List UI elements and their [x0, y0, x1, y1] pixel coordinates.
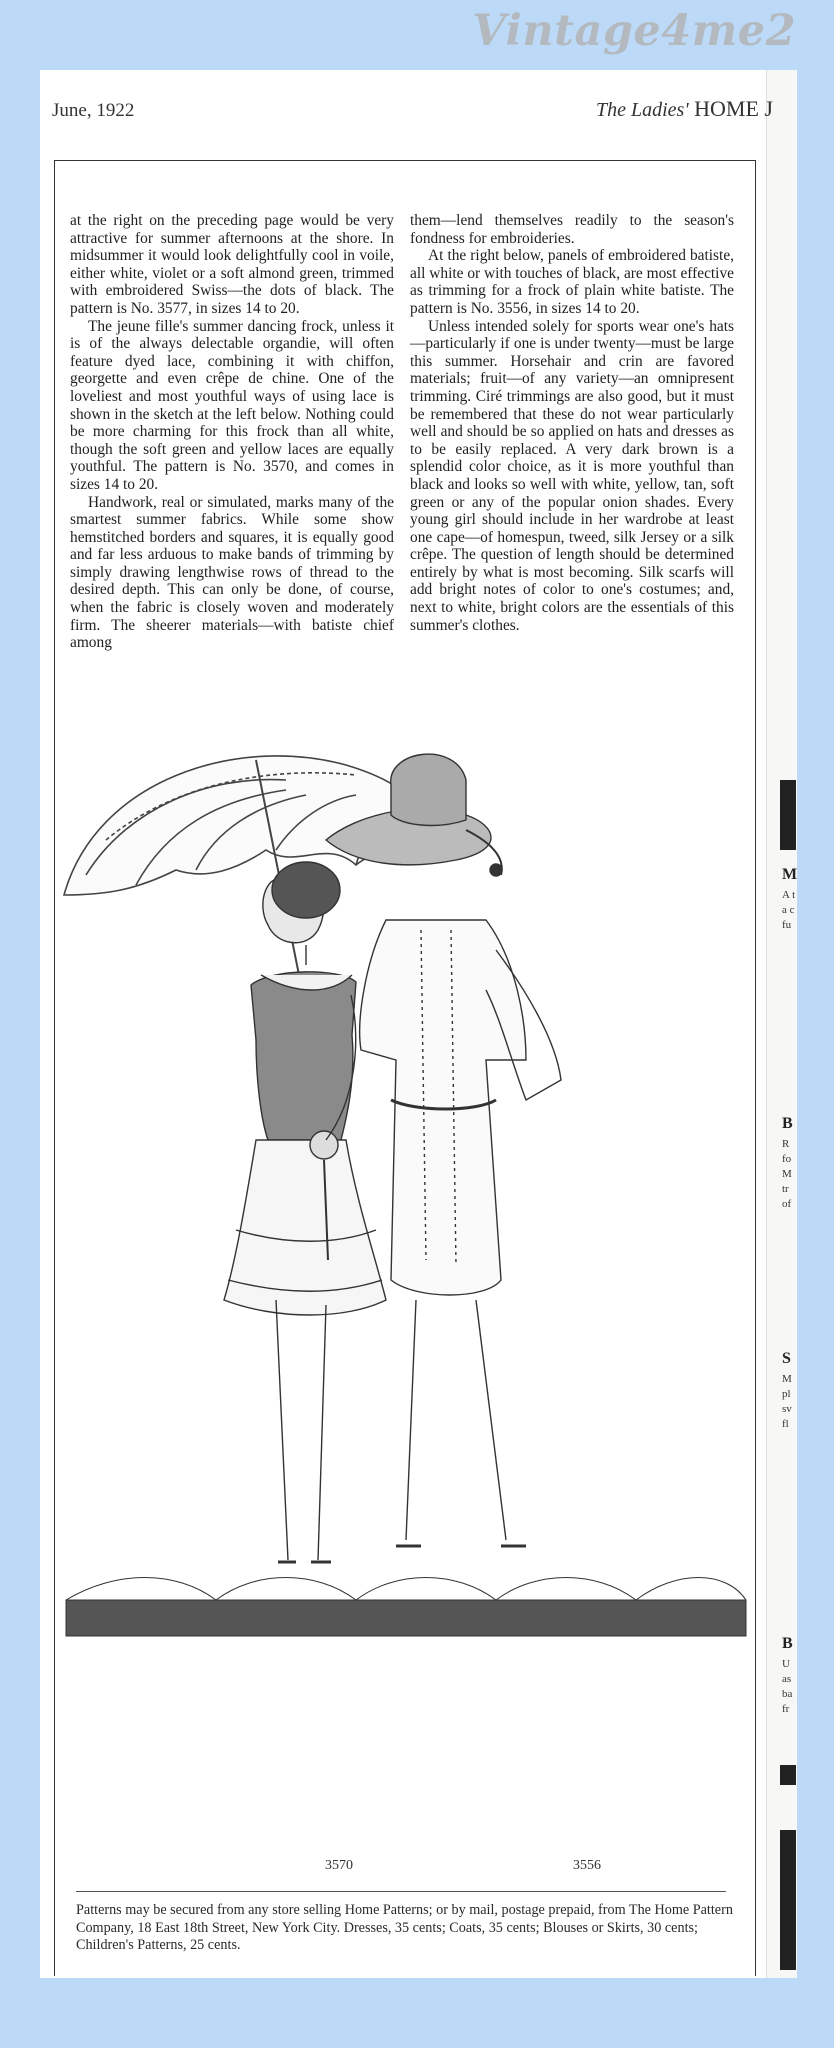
left-paragraph-2: The jeune fille's summer dancing frock, unless it is of the always delectable organdie, will often feature dyed lace, combining it with chiffon, georgette and even crêpe de chine. One of the loveliest and most youthful ways of using lace is shown in the sketch at the left below. Nothing could be more charming for this frock than all white, though the soft green and yellow laces are equally youthful. The pattern is No. 3570, and comes in sizes 14 to 20.	[70, 317, 394, 493]
side-letter-2: B	[782, 1115, 793, 1132]
pattern-number-left: 3570	[325, 1858, 353, 1873]
right-paragraph-2: At the right below, panels of embroidered batiste, all white or with touches of black, are most effective as trimming for a frock of plain white batiste. The pattern is No. 3556, in sizes 14 to 20.	[410, 247, 734, 317]
publication-prefix: The Ladies'	[596, 99, 689, 121]
side-bar-1	[780, 780, 796, 850]
right-paragraph-1: them—lend themselves readily to the season's fondness for embroideries.	[410, 212, 734, 247]
girl-3556-figure	[326, 754, 561, 1546]
girl-3570-figure	[224, 862, 386, 1562]
issue-date: June, 1922	[52, 100, 135, 121]
publication-name: HOME J	[694, 96, 773, 121]
side-letter-3: S	[782, 1350, 791, 1367]
side-text-2: R fo M tr of	[782, 1138, 792, 1210]
watermark: Vintage4me2	[472, 6, 796, 56]
footer-divider	[76, 1891, 726, 1892]
side-text-3: M pl sv fl	[782, 1373, 792, 1430]
side-text-1: A t a c fu	[782, 889, 796, 931]
right-text-column	[410, 212, 734, 634]
grass-border	[66, 1578, 746, 1637]
left-paragraph-3: Handwork, real or simulated, marks many of the smartest summer fabrics. While some show hemstitched borders and squares, it is equally good and far less arduous to make bands of trimming by simply drawing lengthwise rows of thread to the desired depth. This can only be done, of course, when the fabric is closely woven and moderately firm. The sheerer materials—with batiste chief among	[70, 493, 394, 652]
pattern-order-note: Patterns may be secured from any store selling Home Patterns; or by mail, postage prepaid, from The Home Pattern Company, 18 East 18th Street, New York City. Dresses, 35 cents; Coats, 35 cents; Blouses or Skirts, 30 cents; Children's Patterns, 25 cents.	[76, 1902, 733, 1953]
side-bar-2	[780, 1765, 796, 1785]
left-text-column	[70, 212, 394, 652]
right-paragraph-3: Unless intended solely for sports wear one's hats—particularly if one is under twenty—must be large this summer. Horsehair and crin are favored materials; fruit—of any variety—an omnipresent trimming. Ciré trimmings are also good, but it must be remembered that these do not wear particularly well and should be so applied on hats and dresses as to be easily replaced. A very dark brown is a splendid color choice, as it is more youthful than black and looks so well with white, yellow, tan, soft green or any of the popular onion shades. Every young girl should include in her wardrobe at least one cape—of homespun, tweed, silk Jersey or a silk crêpe. The question of length should be determined entirely by what is most becoming. Silk scarfs will add bright notes of color to one's costumes; and, next to white, bright colors are the essentials of this summer's clothes.	[410, 317, 734, 634]
side-letter-4: B	[782, 1635, 793, 1652]
side-text-4: U as ba fr	[782, 1658, 793, 1715]
fashion-illustration	[56, 720, 752, 1895]
pattern-number-right: 3556	[573, 1858, 601, 1873]
left-paragraph-1: at the right on the preceding page would be very attractive for summer afternoons at the shore. In midsummer it would look delightfully cool in voile, either white, violet or a soft almond green, trimmed with embroidered Swiss—the dots of black. The pattern is No. 3577, in sizes 14 to 20.	[70, 212, 394, 317]
publication-title	[596, 96, 773, 122]
side-letter-1: M	[782, 866, 798, 883]
side-bar-3	[780, 1830, 796, 1970]
